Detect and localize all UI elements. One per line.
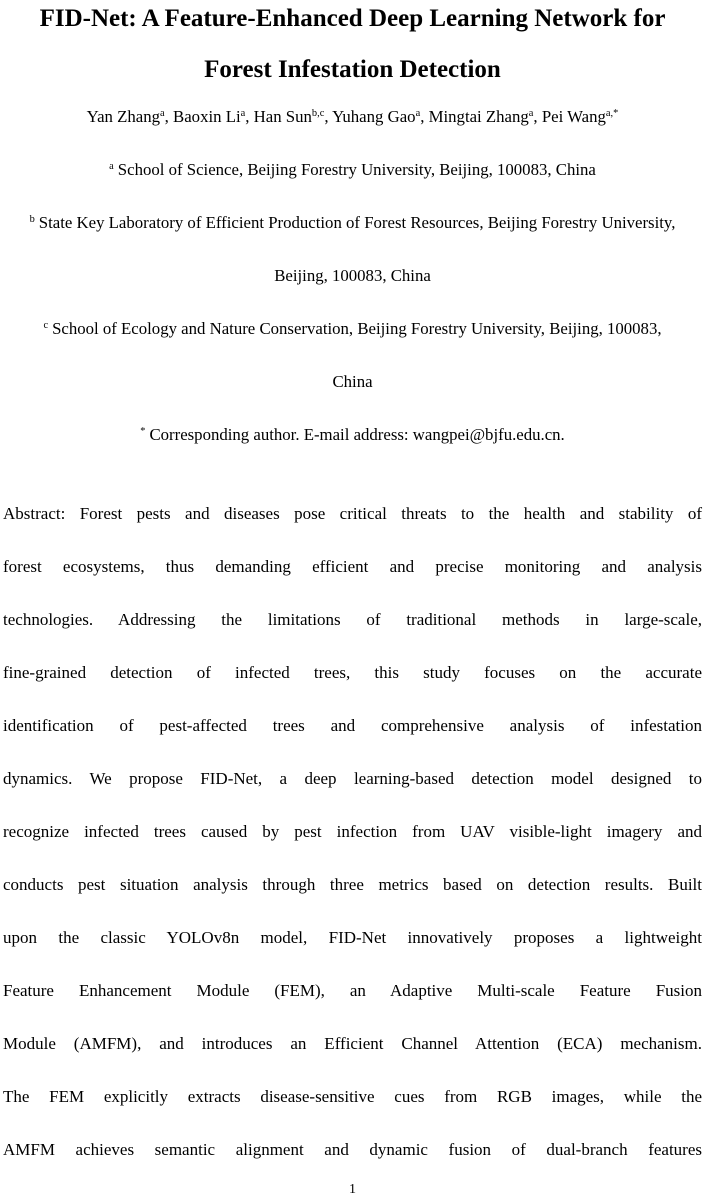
- author-list: [3, 90, 702, 143]
- abstract-line: dynamics. We propose FID-Net, a deep learning-based detection model designed to: [3, 769, 702, 788]
- author-name: Pei Wang: [541, 107, 606, 126]
- abstract-line: technologies. Addressing the limitations of traditional methods in large-scale,: [3, 610, 702, 629]
- author-affil-marker: a: [240, 108, 246, 120]
- abstract-line: upon the classic YOLOv8n model, FID-Net innovatively proposes a lightweight: [3, 928, 702, 947]
- corresponding-marker: *: [140, 426, 146, 438]
- abstract-line: Abstract: Forest pests and diseases pose critical threats to the health and stability of: [3, 504, 702, 523]
- affiliation-b-line-2: Beijing, 100083, China: [274, 266, 431, 285]
- affiliation-marker: c: [43, 320, 49, 332]
- abstract-line: identification of pest-affected trees and comprehensive analysis of infestation: [3, 716, 702, 735]
- author-separator: ,: [533, 107, 542, 126]
- abstract-line: Feature Enhancement Module (FEM), an Adaptive Multi-scale Feature Fusion: [3, 981, 702, 1000]
- author-separator: ,: [324, 107, 333, 126]
- affiliation-text: School of Science, Beijing Forestry University, Beijing, 100083, China: [117, 160, 596, 179]
- corresponding-author-note: [3, 408, 702, 461]
- author-affil-marker: a: [528, 108, 534, 120]
- affiliation-c-line-2: China: [332, 372, 373, 391]
- abstract-line: fine-grained detection of infected trees, this study focuses on the accurate: [3, 663, 702, 682]
- paper-meta: [0, 90, 705, 461]
- page-number: 1: [349, 1182, 356, 1197]
- affiliation-text: School of Ecology and Nature Conservation, Beijing Forestry University, Beijing, 100083,: [52, 319, 662, 338]
- author-name: Baoxin Li: [173, 107, 241, 126]
- author-separator: ,: [245, 107, 254, 126]
- abstract-line: AMFM achieves semantic alignment and dynamic fusion of dual-branch features: [3, 1140, 702, 1159]
- affiliation-c-line-1: [3, 302, 702, 355]
- author-name: Yan Zhang: [86, 107, 161, 126]
- author-separator: ,: [420, 107, 429, 126]
- paper-title-line-1: FID-Net: A Feature-Enhanced Deep Learning Network for: [39, 5, 666, 32]
- author-affil-marker: a: [415, 108, 421, 120]
- affiliation-b-line-1: [3, 196, 702, 249]
- author-affil-marker: b,c: [311, 108, 325, 120]
- paper-title-line-2: Forest Infestation Detection: [204, 56, 501, 83]
- affiliation-marker: b: [29, 214, 35, 226]
- abstract-line: forest ecosystems, thus demanding efficient and precise monitoring and analysis: [3, 557, 702, 576]
- abstract: [0, 487, 705, 1176]
- abstract-line: conducts pest situation analysis through three metrics based on detection results. Built: [3, 875, 702, 894]
- author-name: Mingtai Zhang: [428, 107, 529, 126]
- author-name: Yuhang Gao: [332, 107, 416, 126]
- affiliation-a: [3, 143, 702, 196]
- author-separator: ,: [164, 107, 174, 126]
- affiliation-marker: a: [109, 161, 114, 173]
- abstract-line: The FEM explicitly extracts disease-sensitive cues from RGB images, while the: [3, 1087, 702, 1106]
- paper-title: [0, 0, 705, 95]
- author-name: Han Sun: [253, 107, 312, 126]
- corresponding-text: Corresponding author. E-mail address: wangpei@bjfu.edu.cn.: [149, 425, 565, 444]
- abstract-line: recognize infected trees caused by pest infection from UAV visible-light imagery and: [3, 822, 702, 841]
- affiliation-text: State Key Laboratory of Efficient Production of Forest Resources, Beijing Forestry University,: [38, 213, 676, 232]
- author-affil-marker: a: [160, 108, 165, 120]
- abstract-line: Module (AMFM), and introduces an Efficient Channel Attention (ECA) mechanism.: [3, 1034, 702, 1053]
- author-affil-marker: a,*: [605, 108, 619, 120]
